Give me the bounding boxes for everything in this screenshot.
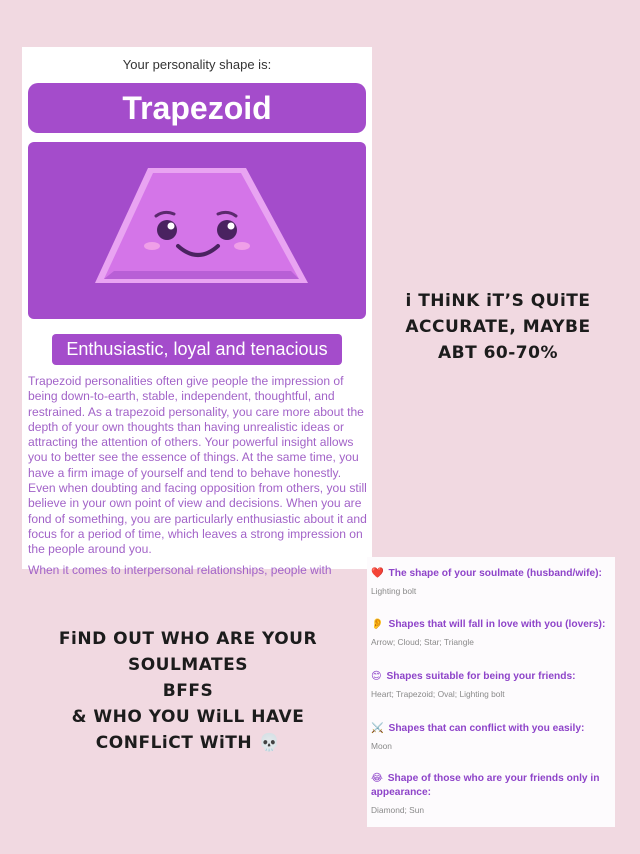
note-line: BFFS xyxy=(162,681,214,701)
match-value: Arrow; Cloud; Star; Triangle xyxy=(371,637,474,647)
match-label: Shapes that can conflict with you easily: xyxy=(388,723,585,734)
traits-text: Enthusiastic, loyal and tenacious xyxy=(66,339,328,359)
find-out-note xyxy=(28,626,348,756)
shape-name: Trapezoid xyxy=(122,89,272,126)
note-line: CONFLiCT WiTH 💀 xyxy=(95,733,281,753)
conflict-row xyxy=(371,722,611,751)
traits-banner xyxy=(52,334,342,365)
note-line: & WHO YOU WiLL HAVE xyxy=(71,707,305,727)
note-line: ABT 60-70% xyxy=(437,343,559,363)
note-line: SOULMATES xyxy=(127,655,249,675)
soulmate-row xyxy=(371,567,611,596)
note-line: ACCURATE, MAYBE xyxy=(405,317,591,337)
match-label: Shapes that will fall in love with you (lovers): xyxy=(388,619,606,630)
lovers-row xyxy=(371,618,611,647)
heart-icon: ❤️ xyxy=(371,568,384,579)
match-value: Moon xyxy=(371,741,392,751)
friends-row xyxy=(371,670,611,699)
shape-description-continued: When it comes to interpersonal relationships, people with xyxy=(28,563,332,577)
smile-icon: 😊 xyxy=(371,671,382,682)
shape-title-banner xyxy=(28,83,366,133)
match-label: Shape of those who are your friends only in appearance: xyxy=(371,773,600,798)
shape-matches-card xyxy=(367,557,615,827)
laughing-icon: 😂 xyxy=(371,773,383,784)
match-value: Lighting bolt xyxy=(371,586,417,596)
shape-description: Trapezoid personalities often give people the impression of being down-to-earth, stable, independent, thoughtful, and restrained. As a trapezoid personality, you care more about the depth of your own thoughts than having unrealistic ideas or attracting the attention of others. Your powerful insight allows you to better see the essence of things. At the same time, you have a firm image of yourself and tend to behave honestly. Even when doubting and facing opposition from others, you still believe in your own point of view and decisions. When you are fond of something, you are particularly enthusiastic about it and focus for a period of time, which leaves a strong impression on the people around you. xyxy=(28,374,367,557)
match-label: Shapes suitable for being your friends: xyxy=(386,671,576,682)
note-line: FiND OUT WHO ARE YOUR xyxy=(58,629,318,649)
note-line: i THiNK iT’S QUiTE xyxy=(405,291,591,311)
personality-result-card xyxy=(22,47,372,577)
match-value: Diamond; Sun xyxy=(371,805,425,815)
match-value: Heart; Trapezoid; Oval; Lighting bolt xyxy=(371,689,505,699)
shape-illustration xyxy=(28,142,366,319)
intro-text: Your personality shape is: xyxy=(122,57,272,72)
match-label: The shape of your soulmate (husband/wife): xyxy=(388,568,602,579)
fake-friends-row xyxy=(371,772,611,815)
accuracy-note xyxy=(378,288,618,366)
trapezoid-character-icon xyxy=(28,142,366,319)
ear-icon: 👂 xyxy=(371,619,384,630)
crossed-swords-icon: ⚔️ xyxy=(371,723,384,734)
